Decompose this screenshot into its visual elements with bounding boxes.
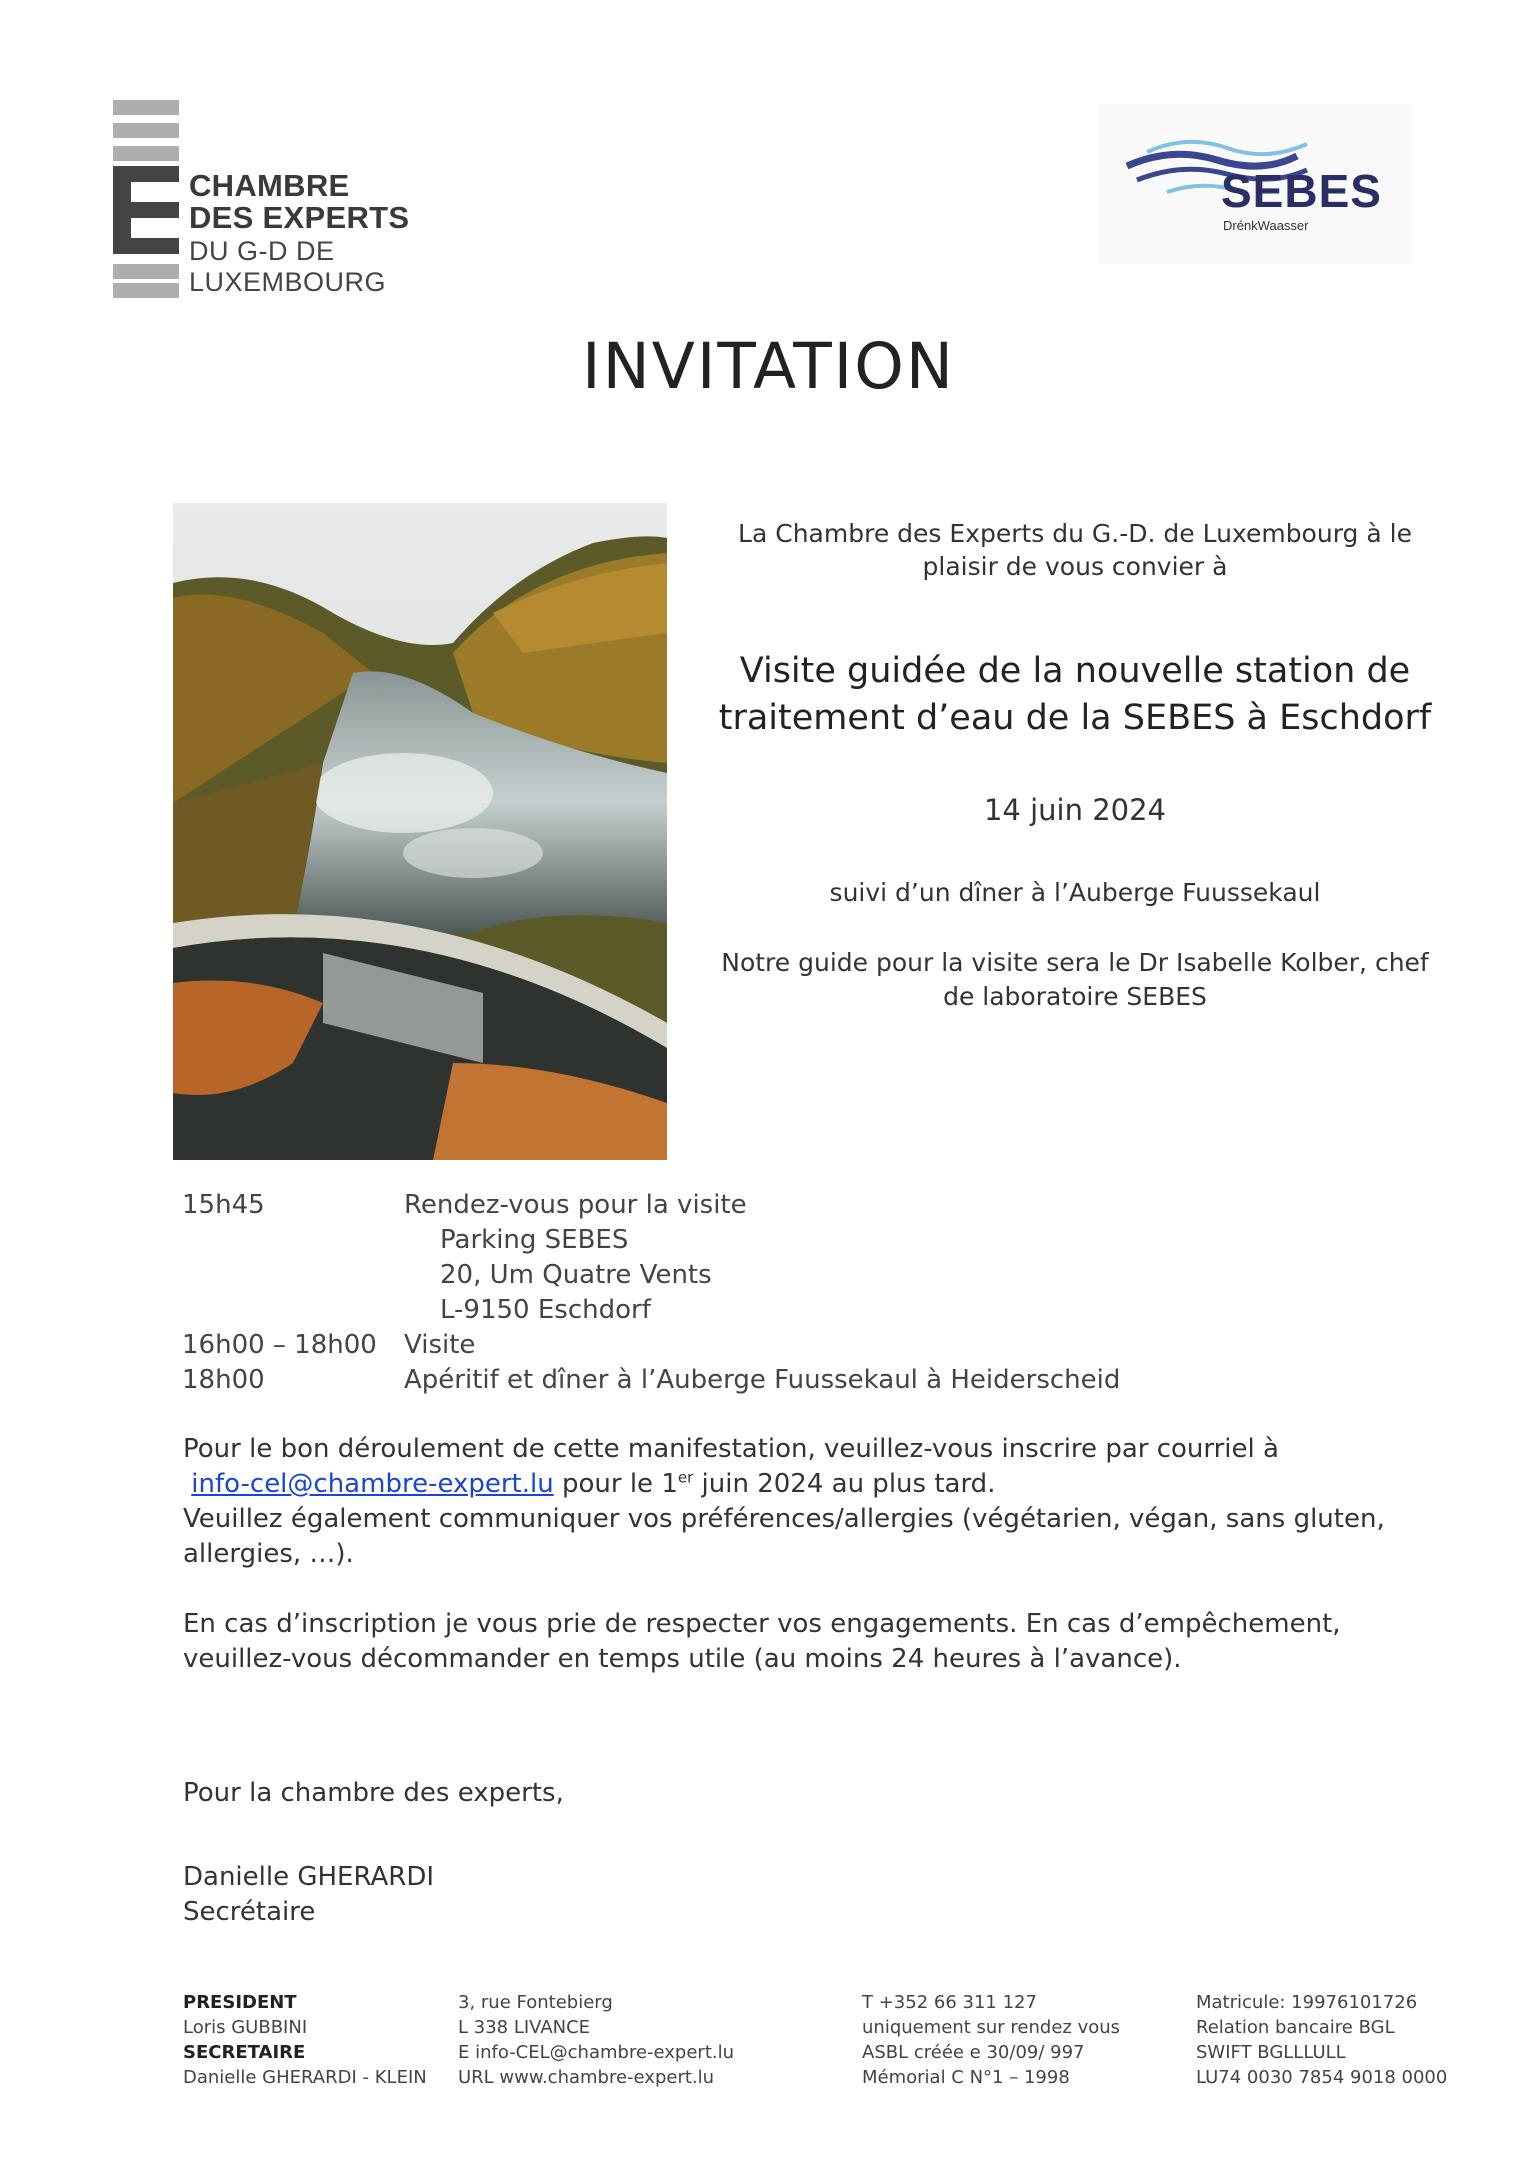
intro-line-1: La Chambre des Experts du G.-D. de Luxembourg à le <box>738 519 1412 548</box>
registration-line-3: Veuillez également communiquer vos préférences/allergies (végétarien, végan, sans gluten, <box>183 1504 1385 1534</box>
event-title <box>700 648 1450 742</box>
secretary-name: Danielle GHERARDI - KLEIN <box>183 2067 427 2088</box>
schedule-time: 15h45 <box>182 1190 265 1220</box>
footer-line: LU74 0030 7854 9018 0000 <box>1196 2067 1448 2088</box>
guide-line-2: de laboratoire SEBES <box>943 982 1207 1011</box>
registration-paragraph <box>183 1432 1463 1572</box>
logo-bar <box>113 283 179 298</box>
schedule-time: 16h00 – 18h00 <box>182 1330 377 1360</box>
engagement-paragraph <box>183 1607 1463 1677</box>
schedule-time: 18h00 <box>182 1365 265 1395</box>
registration-deadline-text: juin 2024 au plus tard. <box>701 1469 996 1499</box>
superscript: er <box>677 1468 694 1487</box>
intro-line-2: plaisir de vous convier à <box>922 552 1228 581</box>
registration-line-2 <box>183 1467 1463 1502</box>
footer-line: Matricule: 19976101726 <box>1196 1992 1418 2013</box>
intro-text <box>700 517 1450 583</box>
sebes-tagline: DrénkWaasser <box>1223 218 1309 233</box>
footer-line: SWIFT BGLLLULL <box>1196 2042 1346 2063</box>
secretary-label: SECRETAIRE <box>183 2042 306 2063</box>
sebes-wordmark: SEBES <box>1221 165 1382 217</box>
schedule-desc: Rendez-vous pour la visite <box>404 1190 747 1220</box>
guide-text <box>700 946 1450 1014</box>
dinner-text: suivi d’un dîner à l’Auberge Fuussekaul <box>829 878 1321 907</box>
logo-bar <box>113 123 179 138</box>
address-line: L-9150 Eschdorf <box>440 1295 651 1325</box>
address-line: Parking SEBES <box>440 1225 629 1255</box>
sebes-logo <box>1097 104 1413 264</box>
signatory-role: Secrétaire <box>183 1897 316 1927</box>
page-title: INVITATION <box>582 330 955 403</box>
engagement-line-2: veuillez-vous décommander en temps utile (au moins 24 heures à l’avance). <box>183 1644 1182 1674</box>
dam-photo <box>173 503 667 1160</box>
footer-line: URL www.chambre-expert.lu <box>458 2067 715 2088</box>
signatory-name: Danielle GHERARDI <box>183 1862 435 1892</box>
schedule-desc: Visite <box>404 1330 476 1360</box>
footer-line: E info-CEL@chambre-expert.lu <box>458 2042 735 2063</box>
registration-deadline-text: pour le 1 <box>561 1469 678 1499</box>
guide-line-1: Notre guide pour la visite sera le Dr Isabelle Kolber, chef <box>721 948 1429 977</box>
logo-line-3: DU G-D DE LUXEMBOURG <box>189 236 387 297</box>
logo-bar <box>113 100 179 115</box>
footer-address <box>458 1990 734 2090</box>
footer-officers <box>183 1990 427 2090</box>
footer-line: ASBL créée e 30/09/ 997 <box>862 2042 1085 2063</box>
footer-contact <box>862 1990 1120 2090</box>
president-name: Loris GUBBINI <box>183 2017 308 2038</box>
president-label: PRESIDENT <box>183 1992 297 2013</box>
address-line: 20, Um Quatre Vents <box>440 1260 712 1290</box>
footer-line: T +352 66 311 127 <box>862 1992 1037 2013</box>
logo-bar <box>113 146 179 161</box>
footer-line: Relation bancaire BGL <box>1196 2017 1395 2038</box>
event-date: 14 juin 2024 <box>983 793 1166 827</box>
logo-e-mark <box>113 166 179 254</box>
footer-line: 3, rue Fontebierg <box>458 1992 613 2013</box>
logo-line-1: CHAMBRE <box>189 168 350 203</box>
schedule-desc: Apéritif et dîner à l’Auberge Fuussekaul à Heiderscheid <box>404 1365 1121 1395</box>
footer-bank <box>1196 1990 1447 2090</box>
footer-line: Mémorial C N°1 – 1998 <box>862 2067 1070 2088</box>
closing-text: Pour la chambre des experts, <box>183 1778 564 1808</box>
event-title-line-1: Visite guidée de la nouvelle station de <box>739 651 1411 691</box>
email-link[interactable]: info-cel@chambre-expert.lu <box>191 1469 554 1499</box>
event-title-line-2: traitement d’eau de la SEBES à Eschdorf <box>718 698 1432 738</box>
engagement-line-1: En cas d’inscription je vous prie de respecter vos engagements. En cas d’empêchement, <box>183 1609 1341 1639</box>
registration-line-4: allergies, …). <box>183 1539 354 1569</box>
footer-line: L 338 LIVANCE <box>458 2017 591 2038</box>
logo-bar <box>113 264 179 279</box>
registration-line-1: Pour le bon déroulement de cette manifestation, veuillez-vous inscrire par courriel à <box>183 1434 1279 1464</box>
logo-line-2: DES EXPERTS <box>189 200 410 235</box>
chambre-des-experts-logo <box>113 100 533 296</box>
footer-line: uniquement sur rendez vous <box>862 2017 1121 2038</box>
